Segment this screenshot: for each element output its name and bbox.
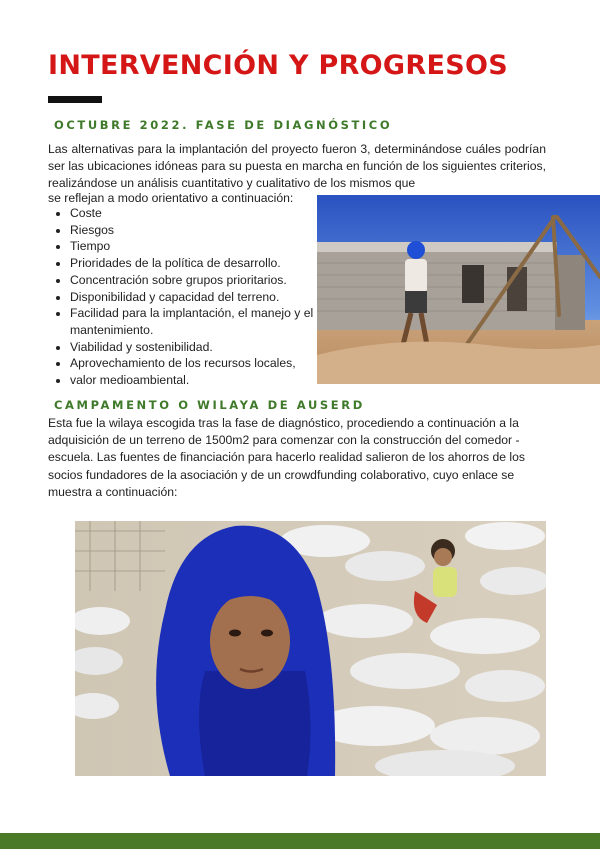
criteria-item: • Disponibilidad y capacidad del terreno. [70, 289, 342, 306]
section-heading-diagnostico: OCTUBRE 2022. FASE DE DIAGNÓSTICO [54, 118, 393, 132]
footer-bar [0, 833, 600, 849]
criteria-list [48, 205, 342, 389]
construction-photo [317, 195, 600, 384]
criteria-item: • Concentración sobre grupos prioritarios. [70, 272, 342, 289]
criteria-item: • Aprovechamiento de los recursos locales, [70, 355, 342, 372]
criteria-item: • Prioridades de la política de desarrollo. [70, 255, 342, 272]
auserd-paragraph: Esta fue la wilaya escogida tras la fase de diagnóstico, procediendo a continuación a la adquisición de un terreno de 1500m2 para comenzar con la construcción del comedor - escuela. Las fuentes de financiación para hacerlo realidad salieron de los ahorros de los socios fundadores de la asociación y de un crowdfunding colaborativo, cuyo enlace se muestra a continuación: [48, 416, 525, 499]
criteria-item: • valor medioambiental. [70, 372, 342, 389]
girl-with-sacks-photo [75, 521, 546, 776]
page-title: INTERVENCIÓN Y PROGRESOS [48, 50, 508, 81]
criteria-item: • Riesgos [70, 222, 342, 239]
title-underline-bar [48, 96, 102, 103]
criteria-item: • Viabilidad y sostenibilidad. [70, 339, 342, 356]
criteria-item: • Coste [70, 205, 342, 222]
criteria-item: • Tiempo [70, 238, 342, 255]
intro-paragraph-last-line: se reflejan a modo orientativo a continuación: [48, 191, 294, 205]
criteria-item: • Facilidad para la implantación, el manejo y el mantenimiento. [70, 305, 342, 338]
section-heading-auserd: CAMPAMENTO O WILAYA DE AUSERD [54, 398, 365, 412]
intro-paragraph: Las alternativas para la implantación del proyecto fueron 3, determinándose cuáles podrían ser las ubicaciones idóneas para su puesta en marcha en función de los siguientes criterios, realizándose un análisis cuantitativo y cualitativo de los mismos que [48, 142, 546, 191]
